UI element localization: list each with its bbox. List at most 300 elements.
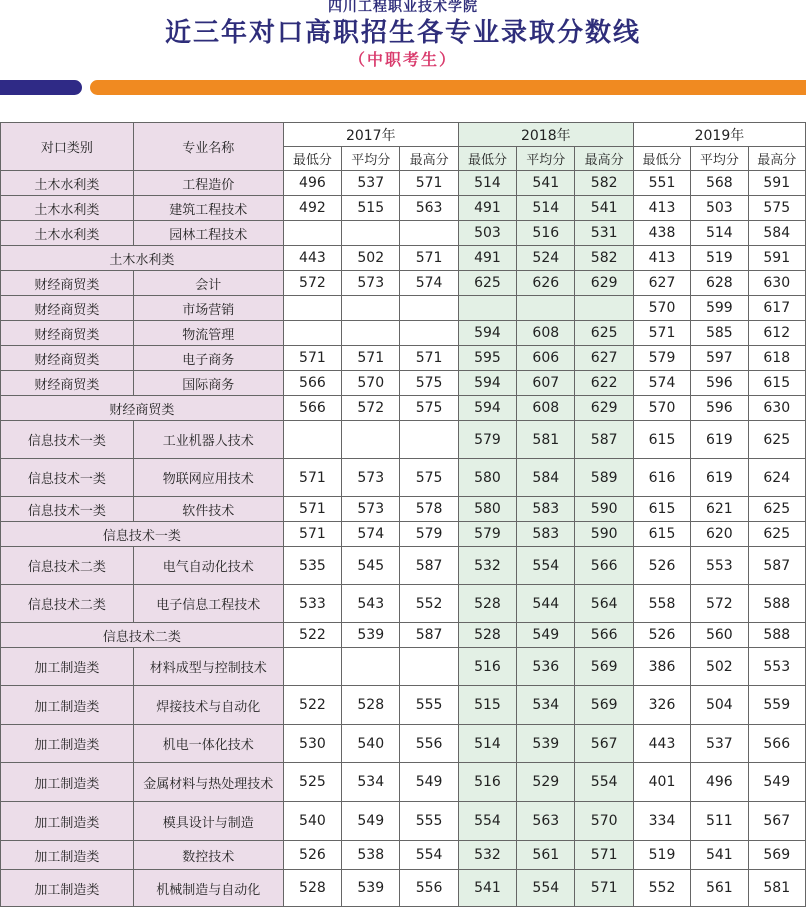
score-cell: [283, 648, 341, 686]
table-row: [1, 870, 806, 907]
score-cell: 616: [633, 459, 690, 497]
category-summary-row: [1, 246, 806, 271]
score-cell: 539: [342, 870, 400, 907]
score-cell: 571: [283, 522, 341, 547]
score-cell: 591: [748, 246, 805, 271]
summary-label: 信息技术二类: [1, 623, 284, 648]
table-row: [1, 196, 806, 221]
score-cell: 627: [633, 271, 690, 296]
score-cell: [400, 221, 458, 246]
score-cell: 526: [633, 623, 690, 648]
score-cell: 504: [691, 686, 748, 725]
score-cell: 563: [517, 802, 575, 841]
score-cell: 587: [400, 623, 458, 648]
category-cell: 财经商贸类: [1, 346, 134, 371]
score-cell: 627: [575, 346, 633, 371]
score-cell: 544: [517, 585, 575, 623]
score-cell: 569: [748, 841, 805, 870]
score-cell: 541: [458, 870, 516, 907]
page-header: [0, 0, 806, 120]
score-cell: 608: [517, 321, 575, 346]
score-cell: 525: [283, 763, 341, 802]
score-cell: 503: [691, 196, 748, 221]
score-cell: 582: [575, 246, 633, 271]
score-cell: 571: [400, 346, 458, 371]
score-cell: 615: [633, 421, 690, 459]
score-cell: 515: [342, 196, 400, 221]
major-cell: 会计: [133, 271, 283, 296]
score-cell: [517, 296, 575, 321]
score-cell: 529: [517, 763, 575, 802]
score-cell: 567: [748, 802, 805, 841]
category-cell: 财经商贸类: [1, 371, 134, 396]
score-cell: 584: [517, 459, 575, 497]
score-cell: 443: [283, 246, 341, 271]
score-cell: 555: [400, 802, 458, 841]
score-cell: 619: [691, 421, 748, 459]
score-cell: 618: [748, 346, 805, 371]
score-cell: 625: [748, 522, 805, 547]
header-major: 专业名称: [133, 123, 283, 171]
score-cell: 514: [458, 725, 516, 763]
score-cell: 539: [517, 725, 575, 763]
score-cell: 413: [633, 246, 690, 271]
score-cell: [283, 321, 341, 346]
major-cell: 软件技术: [133, 497, 283, 522]
score-cell: 570: [633, 296, 690, 321]
score-cell: 533: [283, 585, 341, 623]
score-cell: 528: [342, 686, 400, 725]
score-cell: 566: [283, 396, 341, 421]
score-cell: 626: [517, 271, 575, 296]
page-title: 近三年对口高职招生各专业录取分数线: [164, 18, 641, 48]
summary-label: 信息技术一类: [1, 522, 284, 547]
score-cell: 608: [517, 396, 575, 421]
score-cell: 583: [517, 497, 575, 522]
score-cell: 571: [575, 870, 633, 907]
score-cell: [342, 648, 400, 686]
score-cell: 516: [458, 648, 516, 686]
score-cell: 559: [748, 686, 805, 725]
subheader-min: 最低分: [458, 147, 516, 171]
category-cell: 财经商贸类: [1, 296, 134, 321]
score-cell: 438: [633, 221, 690, 246]
score-cell: [400, 648, 458, 686]
score-cell: 554: [400, 841, 458, 870]
major-cell: 园林工程技术: [133, 221, 283, 246]
major-cell: 建筑工程技术: [133, 196, 283, 221]
score-cell: 597: [691, 346, 748, 371]
score-cell: 491: [458, 246, 516, 271]
score-cell: 607: [517, 371, 575, 396]
category-cell: 加工制造类: [1, 763, 134, 802]
score-cell: 583: [517, 522, 575, 547]
score-cell: 572: [283, 271, 341, 296]
subheader-avg: 平均分: [517, 147, 575, 171]
subheader-avg: 平均分: [342, 147, 400, 171]
score-cell: [400, 421, 458, 459]
score-cell: 553: [748, 648, 805, 686]
header-year-2019: 2019年: [633, 123, 805, 147]
score-cell: 625: [575, 321, 633, 346]
category-cell: 信息技术二类: [1, 585, 134, 623]
score-cell: 514: [458, 171, 516, 196]
score-cell: 541: [575, 196, 633, 221]
score-cell: 554: [517, 870, 575, 907]
score-cell: 588: [748, 585, 805, 623]
major-cell: 物流管理: [133, 321, 283, 346]
category-summary-row: [1, 522, 806, 547]
score-cell: 620: [691, 522, 748, 547]
table-row: [1, 421, 806, 459]
score-cell: 531: [575, 221, 633, 246]
score-cell: [283, 296, 341, 321]
score-cell: 572: [691, 585, 748, 623]
score-cell: 606: [517, 346, 575, 371]
category-cell: 加工制造类: [1, 802, 134, 841]
page-subtitle: （中职考生）: [348, 50, 457, 69]
score-cell: 619: [691, 459, 748, 497]
score-cell: 496: [283, 171, 341, 196]
score-cell: 574: [400, 271, 458, 296]
summary-label: 土木水利类: [1, 246, 284, 271]
score-cell: 555: [400, 686, 458, 725]
score-cell: 558: [633, 585, 690, 623]
category-cell: 加工制造类: [1, 725, 134, 763]
score-cell: 581: [517, 421, 575, 459]
score-cell: 628: [691, 271, 748, 296]
score-cell: 549: [517, 623, 575, 648]
table-row: [1, 763, 806, 802]
score-cell: 528: [458, 585, 516, 623]
score-cell: 575: [400, 396, 458, 421]
score-cell: 612: [748, 321, 805, 346]
score-cell: 590: [575, 522, 633, 547]
score-cell: 540: [283, 802, 341, 841]
score-cell: 514: [517, 196, 575, 221]
score-cell: 522: [283, 686, 341, 725]
score-cell: 599: [691, 296, 748, 321]
score-cell: [400, 321, 458, 346]
score-cell: [400, 296, 458, 321]
score-cell: 443: [633, 725, 690, 763]
major-cell: 机械制造与自动化: [133, 870, 283, 907]
score-cell: 574: [633, 371, 690, 396]
major-cell: 物联网应用技术: [133, 459, 283, 497]
score-cell: 545: [342, 547, 400, 585]
score-cell: 571: [575, 841, 633, 870]
score-cell: 590: [575, 497, 633, 522]
score-cell: 552: [633, 870, 690, 907]
header-year-2017: 2017年: [283, 123, 458, 147]
category-cell: 财经商贸类: [1, 271, 134, 296]
decorative-orange-bar: [90, 80, 806, 95]
score-cell: 579: [458, 522, 516, 547]
table-row: [1, 725, 806, 763]
major-cell: 材料成型与控制技术: [133, 648, 283, 686]
score-cell: 561: [691, 870, 748, 907]
category-cell: 财经商贸类: [1, 321, 134, 346]
major-cell: 电气自动化技术: [133, 547, 283, 585]
score-cell: 537: [691, 725, 748, 763]
decorative-blue-bar: [0, 80, 82, 95]
score-cell: 630: [748, 396, 805, 421]
score-cell: 514: [691, 221, 748, 246]
score-cell: 567: [575, 725, 633, 763]
score-cell: 541: [517, 171, 575, 196]
score-cell: [342, 296, 400, 321]
score-cell: 537: [342, 171, 400, 196]
score-cell: 516: [517, 221, 575, 246]
school-name: 四川工程职业技术学院: [328, 0, 478, 15]
score-cell: 566: [575, 547, 633, 585]
score-cell: 524: [517, 246, 575, 271]
score-cell: 591: [748, 171, 805, 196]
score-cell: 519: [691, 246, 748, 271]
category-cell: 信息技术一类: [1, 421, 134, 459]
score-cell: 502: [691, 648, 748, 686]
score-cell: 561: [517, 841, 575, 870]
score-cell: 540: [342, 725, 400, 763]
category-cell: 加工制造类: [1, 686, 134, 725]
table-row: [1, 802, 806, 841]
score-cell: 554: [575, 763, 633, 802]
score-cell: [342, 221, 400, 246]
major-cell: 金属材料与热处理技术: [133, 763, 283, 802]
score-cell: 539: [342, 623, 400, 648]
score-cell: 571: [283, 459, 341, 497]
score-cell: 588: [748, 623, 805, 648]
score-cell: 571: [283, 497, 341, 522]
score-cell: 589: [575, 459, 633, 497]
score-cell: 516: [458, 763, 516, 802]
table-row: [1, 841, 806, 870]
score-cell: 573: [342, 271, 400, 296]
score-cell: 552: [400, 585, 458, 623]
score-cell: 594: [458, 396, 516, 421]
table-row: [1, 171, 806, 196]
score-cell: 587: [575, 421, 633, 459]
table-row: [1, 585, 806, 623]
table-row: [1, 221, 806, 246]
score-cell: 534: [517, 686, 575, 725]
score-cell: 535: [283, 547, 341, 585]
score-cell: 564: [575, 585, 633, 623]
major-cell: 焊接技术与自动化: [133, 686, 283, 725]
table-row: [1, 648, 806, 686]
header-category: 对口类别: [1, 123, 134, 171]
category-summary-row: [1, 396, 806, 421]
score-cell: 621: [691, 497, 748, 522]
score-cell: 541: [691, 841, 748, 870]
table-row: [1, 321, 806, 346]
score-cell: [458, 296, 516, 321]
score-cell: 579: [400, 522, 458, 547]
score-cell: 573: [342, 459, 400, 497]
score-cell: 594: [458, 371, 516, 396]
major-cell: 数控技术: [133, 841, 283, 870]
score-cell: 596: [691, 396, 748, 421]
category-cell: 信息技术一类: [1, 459, 134, 497]
header-year-2018: 2018年: [458, 123, 633, 147]
score-cell: 496: [691, 763, 748, 802]
subheader-max: 最高分: [400, 147, 458, 171]
score-cell: 515: [458, 686, 516, 725]
table-row: [1, 547, 806, 585]
score-cell: 334: [633, 802, 690, 841]
score-cell: 625: [748, 497, 805, 522]
score-cell: 570: [633, 396, 690, 421]
table-row: [1, 346, 806, 371]
score-cell: 526: [283, 841, 341, 870]
score-cell: 519: [633, 841, 690, 870]
subheader-min: 最低分: [633, 147, 690, 171]
score-cell: 587: [400, 547, 458, 585]
score-cell: 580: [458, 459, 516, 497]
subheader-max: 最高分: [575, 147, 633, 171]
score-cell: 629: [575, 271, 633, 296]
score-cell: 549: [342, 802, 400, 841]
score-cell: 615: [633, 522, 690, 547]
score-cell: 326: [633, 686, 690, 725]
score-cell: 571: [400, 171, 458, 196]
score-cell: 566: [748, 725, 805, 763]
score-cell: 566: [575, 623, 633, 648]
score-cell: 615: [748, 371, 805, 396]
score-cell: 585: [691, 321, 748, 346]
score-cell: 630: [748, 271, 805, 296]
score-cell: 551: [633, 171, 690, 196]
score-cell: [283, 221, 341, 246]
score-cell: 568: [691, 171, 748, 196]
score-cell: 511: [691, 802, 748, 841]
score-cell: 587: [748, 547, 805, 585]
score-cell: 491: [458, 196, 516, 221]
score-cell: 574: [342, 522, 400, 547]
score-cell: 624: [748, 459, 805, 497]
major-cell: 机电一体化技术: [133, 725, 283, 763]
category-cell: 土木水利类: [1, 221, 134, 246]
table-row: [1, 371, 806, 396]
score-cell: 549: [748, 763, 805, 802]
score-cell: 532: [458, 841, 516, 870]
score-cell: [342, 321, 400, 346]
score-cell: 575: [748, 196, 805, 221]
table-row: [1, 459, 806, 497]
score-cell: [575, 296, 633, 321]
score-cell: [283, 421, 341, 459]
score-cell: 528: [458, 623, 516, 648]
score-cell: [342, 421, 400, 459]
score-cell: 572: [342, 396, 400, 421]
major-cell: 模具设计与制造: [133, 802, 283, 841]
score-cell: 629: [575, 396, 633, 421]
score-cell: 625: [748, 421, 805, 459]
score-cell: 534: [342, 763, 400, 802]
subheader-avg: 平均分: [691, 147, 748, 171]
score-cell: 584: [748, 221, 805, 246]
score-cell: 538: [342, 841, 400, 870]
score-cell: 543: [342, 585, 400, 623]
major-cell: 市场营销: [133, 296, 283, 321]
category-cell: 土木水利类: [1, 171, 134, 196]
table-row: [1, 686, 806, 725]
score-cell: 386: [633, 648, 690, 686]
score-cell: 502: [342, 246, 400, 271]
category-cell: 加工制造类: [1, 870, 134, 907]
subheader-min: 最低分: [283, 147, 341, 171]
score-cell: 549: [400, 763, 458, 802]
score-cell: 401: [633, 763, 690, 802]
score-cell: 566: [283, 371, 341, 396]
score-cell: 570: [342, 371, 400, 396]
category-cell: 加工制造类: [1, 648, 134, 686]
category-cell: 信息技术二类: [1, 547, 134, 585]
major-cell: 工程造价: [133, 171, 283, 196]
category-cell: 土木水利类: [1, 196, 134, 221]
score-cell: 560: [691, 623, 748, 648]
score-cell: 575: [400, 371, 458, 396]
score-cell: 575: [400, 459, 458, 497]
score-cell: 528: [283, 870, 341, 907]
score-cell: 595: [458, 346, 516, 371]
score-cell: 625: [458, 271, 516, 296]
score-cell: 569: [575, 686, 633, 725]
category-cell: 信息技术一类: [1, 497, 134, 522]
score-cell: 579: [458, 421, 516, 459]
table-row: [1, 497, 806, 522]
subheader-max: 最高分: [748, 147, 805, 171]
summary-label: 财经商贸类: [1, 396, 284, 421]
score-cell: 571: [283, 346, 341, 371]
score-cell: 522: [283, 623, 341, 648]
score-cell: 492: [283, 196, 341, 221]
score-cell: 553: [691, 547, 748, 585]
score-cell: 503: [458, 221, 516, 246]
category-cell: 加工制造类: [1, 841, 134, 870]
score-cell: 556: [400, 870, 458, 907]
score-cell: 580: [458, 497, 516, 522]
score-cell: 526: [633, 547, 690, 585]
score-table: [0, 122, 806, 907]
table-body: [1, 171, 806, 907]
score-cell: 596: [691, 371, 748, 396]
score-cell: 563: [400, 196, 458, 221]
score-cell: 579: [633, 346, 690, 371]
table-row: [1, 271, 806, 296]
score-cell: 554: [517, 547, 575, 585]
score-cell: 594: [458, 321, 516, 346]
score-cell: 615: [633, 497, 690, 522]
score-cell: 622: [575, 371, 633, 396]
score-cell: 532: [458, 547, 516, 585]
score-cell: 573: [342, 497, 400, 522]
score-cell: 530: [283, 725, 341, 763]
major-cell: 国际商务: [133, 371, 283, 396]
score-cell: 570: [575, 802, 633, 841]
major-cell: 电子商务: [133, 346, 283, 371]
score-cell: 571: [342, 346, 400, 371]
score-cell: 536: [517, 648, 575, 686]
score-cell: 569: [575, 648, 633, 686]
score-cell: 582: [575, 171, 633, 196]
table-row: [1, 296, 806, 321]
major-cell: 工业机器人技术: [133, 421, 283, 459]
score-cell: 554: [458, 802, 516, 841]
score-cell: 571: [633, 321, 690, 346]
score-cell: 578: [400, 497, 458, 522]
score-cell: 413: [633, 196, 690, 221]
